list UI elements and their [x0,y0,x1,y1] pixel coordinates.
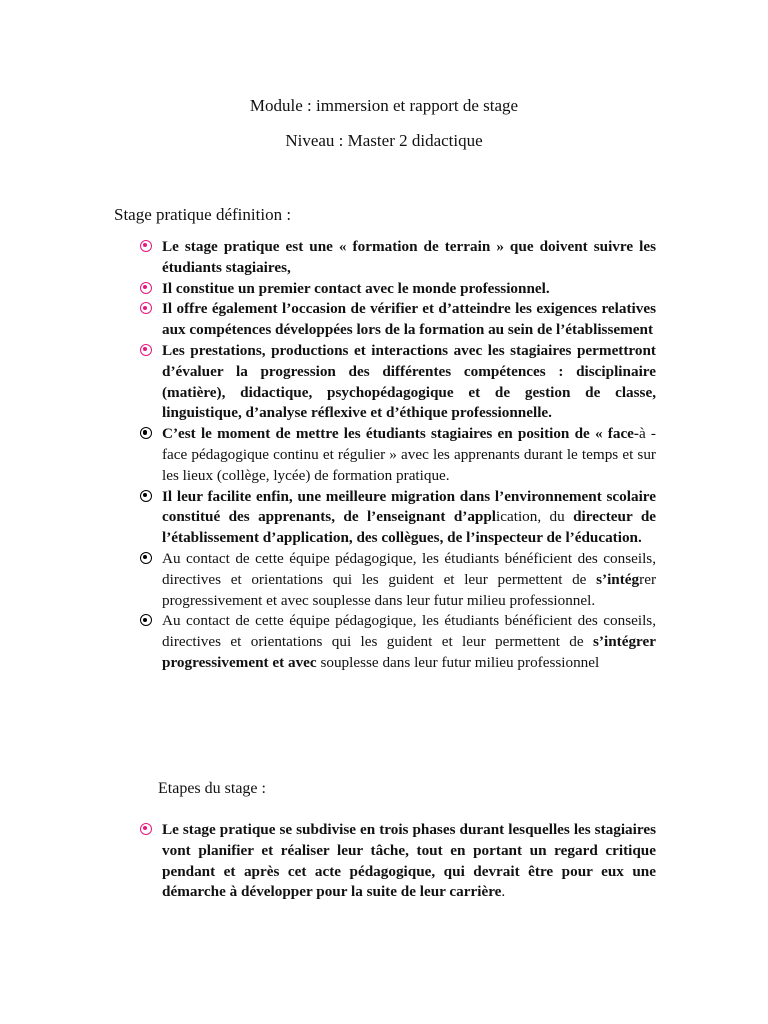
text-run: Le stage pratique est une « formation de terrain » que doivent suivre les étudiants stagiaires, [162,238,656,276]
text-run: Au contact de cette équipe pédagogique, les étudiants bénéficient des conseils, directives et orientations qui les guident et leur permettent de [162,549,656,588]
circle-bullet-icon [140,552,152,564]
text-run: Il leur facilite enfin, une meilleure migration dans l’environnement scolaire constitué des apprenants, de l’enseignant d’appl [162,487,656,526]
section-title: Stage pratique définition : [114,205,292,224]
text-run: souplesse dans leur futur milieu professionnel [316,653,600,671]
text-run: . [501,883,506,901]
list-item-text [162,549,656,611]
circle-bullet-icon [140,240,152,252]
list-item-text [162,341,656,424]
list-item-text [162,279,656,300]
list-item [140,611,656,673]
list-item [140,279,656,300]
list-item-text [162,611,656,673]
text-run: s’intégrer progressivement et avec [162,633,656,671]
circle-bullet-icon [140,490,152,502]
text-run: Il offre également l’occasion de vérifier et d’atteindre les exigences relatives aux compétences développées lors de la formation au sein de l’établissement [162,300,656,339]
text-run: à -face pédagogique continu et régulier » avec les apprenants durant le temps et sur les lieux (collège, lycée) de formation pratique. [162,425,656,484]
text-run: C’est le moment de mettre les étudiants stagiaires en position de « face- [162,425,639,443]
text-run: Il constitue un premier contact avec le monde professionnel. [162,279,550,297]
list-item [140,424,656,486]
circle-bullet-icon [140,282,152,294]
definition-list [140,237,656,674]
text-run: Les prestations, productions et interactions avec les stagiaires permettront d’évaluer la progression des différentes compétences : disciplinaire (matière), didactique, psychopédagogique et de gestion de classe, linguistique, d’analyse réflexive et d’éthique professionnelle. [162,341,656,422]
level-title: Niveau : Master 2 didactique [285,131,483,150]
text-run: Au contact de cette équipe pédagogique, les étudiants bénéficient des conseils, directives et orientations qui les guident et leur permettent de [162,612,656,651]
list-item [140,299,656,341]
text-run: ication, du [496,508,574,526]
circle-bullet-icon [140,614,152,626]
list-item [140,487,656,549]
list-item [140,549,656,611]
list-item [140,237,656,279]
list-item [140,820,656,903]
circle-bullet-icon [140,823,152,835]
list-item-text [162,237,656,279]
list-item-text [162,299,656,341]
list-item-text [162,424,656,486]
text-run: directeur de l’établissement d’application, des collègues, de l’inspecteur de l’éducation. [162,508,657,547]
list-item [140,341,656,424]
circle-bullet-icon [140,427,152,439]
module-title: Module : immersion et rapport de stage [249,96,519,115]
circle-bullet-icon [140,344,152,356]
list-item-text [162,820,656,903]
circle-bullet-icon [140,302,152,314]
etapes-heading: Etapes du stage : [158,780,266,797]
etapes-list [140,820,656,903]
text-run: rer progressivement et avec souplesse dans leur futur milieu professionnel. [162,570,656,609]
text-run: Le stage pratique se subdivise en trois phases durant lesquelles les stagiaires vont planifier et réaliser leur tâche, tout en portant un regard critique pendant et après cet acte pédagogique, qui devrait être pour eux une démarche à développer pour la suite de leur carrière [162,821,656,901]
text-run: s’intég [596,570,640,588]
list-item-text [162,487,656,549]
